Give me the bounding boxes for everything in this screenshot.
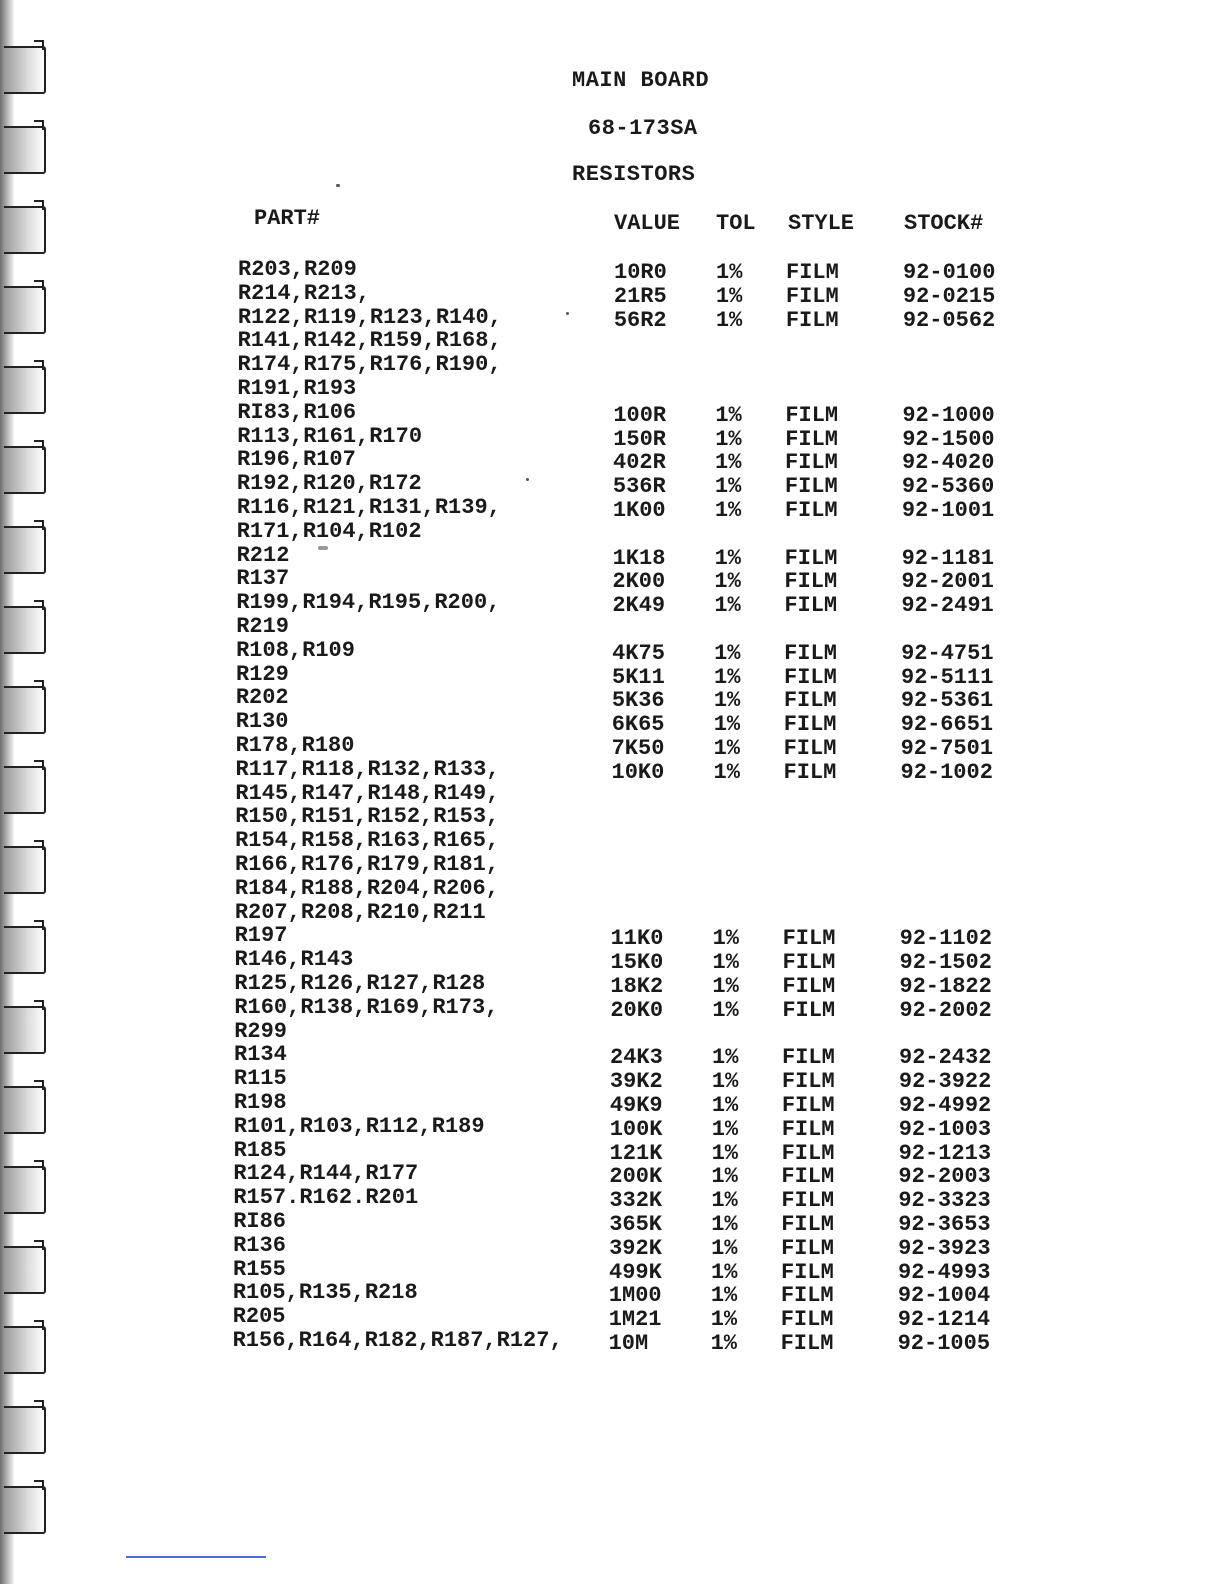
cell-stock: 92-0100: [903, 260, 996, 285]
table-row: [0, 1256, 1219, 1285]
cell-part: R156,R164,R182,R187,R127,: [232, 1328, 563, 1353]
cell-tol: 1%: [714, 664, 741, 690]
table-row: [0, 328, 1224, 352]
cell-part: R122,R119,R123,R140,: [237, 304, 502, 330]
cell-tol: 1%: [716, 260, 743, 285]
cell-tol: 1%: [712, 997, 739, 1023]
cell-stock: 92-1000: [902, 402, 995, 428]
cell-tol: 1%: [715, 402, 742, 428]
cell-part: R197: [234, 923, 288, 949]
cell-part: R115: [233, 1066, 287, 1092]
table-row: [0, 661, 1222, 690]
cell-stock: 92-4020: [902, 450, 995, 476]
table-row: [0, 1161, 1219, 1190]
cell-style: FILM: [780, 1307, 834, 1333]
table-row: [0, 1209, 1219, 1237]
cell-value: 392K: [609, 1235, 662, 1261]
cell-style: FILM: [784, 498, 838, 523]
cell-value: 5K11: [612, 664, 665, 690]
cell-stock: 92-6651: [900, 712, 994, 738]
column-header-tol: TOL: [716, 211, 756, 236]
cell-part: R171,R104,R102: [236, 518, 422, 544]
cell-tol: 1%: [714, 569, 741, 595]
table-row: [0, 376, 1223, 400]
table-row: [0, 590, 1222, 619]
cell-style: FILM: [784, 474, 838, 500]
cell-part: R212: [236, 542, 290, 568]
table-row: [0, 1232, 1219, 1261]
table-row: [0, 1328, 1219, 1356]
table-row: [0, 1304, 1219, 1333]
cell-value: 20K0: [610, 997, 664, 1023]
cell-style: FILM: [783, 688, 837, 714]
cell-stock: 92-5360: [901, 474, 995, 500]
table-row: [0, 542, 1223, 571]
cell-style: FILM: [782, 974, 836, 999]
cell-value: 200K: [609, 1164, 663, 1190]
cell-value: 49K9: [609, 1093, 663, 1118]
cell-value: 2K49: [612, 593, 666, 619]
cell-value: 11K0: [610, 926, 664, 952]
cell-style: FILM: [785, 426, 839, 452]
cell-style: FILM: [781, 1116, 835, 1142]
cell-value: 332K: [609, 1188, 663, 1214]
column-header-style: STYLE: [788, 211, 855, 236]
cell-value: 1M00: [608, 1283, 662, 1309]
cell-tol: 1%: [711, 1259, 738, 1285]
table-row: [0, 1042, 1220, 1071]
cell-part: R166,R176,R179,R181,: [235, 852, 500, 877]
cell-stock: 92-5361: [900, 688, 994, 714]
cell-stock: 92-2003: [898, 1164, 991, 1190]
cell-value: 2K00: [612, 569, 666, 595]
cell-part: R160,R138,R169,R173,: [234, 994, 499, 1020]
cell-tol: 1%: [711, 1069, 739, 1095]
cell-stock: 92-0215: [902, 283, 996, 309]
cell-style: FILM: [783, 736, 837, 761]
table-row: [0, 280, 1224, 309]
cell-value: 24K3: [610, 1045, 663, 1071]
cell-part: RI83,R106: [237, 399, 357, 425]
cell-value: 499K: [609, 1259, 662, 1285]
cell-stock: 92-1102: [899, 926, 993, 952]
cell-part: R214,R213,: [237, 280, 370, 306]
cell-part: R185: [233, 1137, 287, 1163]
cell-part: R101,R103,R112,R189: [233, 1113, 485, 1139]
cell-tol: 1%: [711, 1188, 738, 1214]
cell-value: 150R: [613, 426, 667, 452]
cell-style: FILM: [784, 569, 838, 595]
cell-stock: 92-1500: [902, 426, 995, 452]
cell-part: R129: [236, 661, 289, 687]
cell-value: 39K2: [609, 1069, 663, 1095]
cell-stock: 92-2432: [899, 1045, 992, 1071]
table-row: [0, 399, 1223, 428]
binding-ring: [4, 1486, 46, 1534]
cell-value: 7K50: [611, 736, 665, 761]
cell-style: FILM: [785, 283, 839, 309]
cell-tol: 1%: [715, 307, 743, 333]
cell-part: R154,R158,R163,R165,: [235, 828, 500, 854]
cell-part: R136: [233, 1232, 286, 1258]
cell-part: R124,R144,R177: [233, 1161, 419, 1187]
cell-style: FILM: [782, 926, 836, 952]
cell-tol: 1%: [711, 1093, 739, 1118]
cell-tol: 1%: [713, 736, 741, 761]
cell-part: R205: [232, 1304, 286, 1330]
cell-value: 5K36: [611, 688, 665, 714]
table-row: [0, 781, 1221, 805]
cell-stock: 92-4992: [898, 1093, 992, 1118]
table-row: [0, 614, 1222, 638]
cell-style: FILM: [783, 712, 837, 738]
cell-tol: 1%: [710, 1331, 738, 1356]
table-row: [0, 352, 1224, 376]
cell-style: FILM: [781, 1164, 835, 1190]
cell-part: R207,R208,R210,R211: [234, 899, 486, 925]
cell-value: 100R: [613, 402, 667, 428]
cell-tol: 1%: [715, 450, 742, 476]
cell-value: 4K75: [612, 640, 665, 666]
cell-value: 10M: [608, 1331, 649, 1356]
table-row: [0, 709, 1222, 738]
cell-value: 365K: [609, 1212, 663, 1237]
cell-part: R141,R142,R159,R168,: [237, 328, 502, 354]
table-row: [0, 852, 1221, 876]
cell-tol: 1%: [711, 1116, 739, 1142]
table-row: [0, 923, 1221, 952]
cell-tol: 1%: [715, 426, 742, 452]
cell-tol: 1%: [714, 498, 742, 523]
table-row: [0, 519, 1223, 543]
cell-value: 18K2: [610, 974, 664, 999]
table-row: [0, 994, 1220, 1023]
scan-speck: [526, 478, 529, 481]
cell-tol: 1%: [715, 283, 743, 309]
cell-part: R108,R109: [236, 637, 355, 663]
cell-part: R192,R120,R172: [236, 471, 422, 497]
cell-stock: 92-1181: [901, 545, 995, 571]
cell-part: R157.R162.R201: [233, 1185, 419, 1211]
cell-part: R196,R107: [237, 447, 356, 473]
cell-tol: 1%: [712, 950, 739, 976]
table-row: [0, 447, 1223, 476]
cell-style: FILM: [785, 307, 839, 333]
cell-style: FILM: [781, 1212, 835, 1237]
cell-part: R184,R188,R204,R206,: [234, 875, 499, 901]
cell-stock: 92-2001: [901, 569, 994, 595]
cell-style: FILM: [781, 1259, 834, 1285]
cell-style: FILM: [782, 997, 836, 1023]
cell-part: R203,R209: [238, 257, 357, 282]
cell-part: R202: [235, 685, 289, 711]
cell-style: FILM: [781, 1140, 835, 1166]
table-row: [0, 1185, 1219, 1214]
cell-part: R137: [236, 566, 290, 592]
cell-stock: 92-1003: [898, 1116, 992, 1142]
cell-value: 402R: [613, 450, 666, 476]
table-row: [0, 876, 1221, 900]
cell-part: R125,R126,R127,R128: [234, 971, 486, 996]
cell-value: 1M21: [608, 1307, 662, 1333]
cell-stock: 92-2491: [901, 593, 994, 619]
table-row: [0, 733, 1222, 761]
binding-ring: [4, 206, 46, 254]
cell-stock: 92-4751: [901, 640, 994, 666]
table-row: [0, 1280, 1219, 1309]
cell-tol: 1%: [713, 712, 741, 738]
cell-tol: 1%: [710, 1307, 738, 1333]
cell-stock: 92-1214: [897, 1307, 991, 1333]
cell-tol: 1%: [714, 474, 742, 500]
column-header-value: VALUE: [614, 211, 681, 236]
cell-part: R116,R121,R131,R139,: [236, 495, 501, 520]
cell-stock: 92-3323: [898, 1188, 991, 1214]
cell-value: 6K65: [611, 712, 665, 738]
cell-value: 536R: [612, 474, 666, 500]
table-row: [0, 1090, 1220, 1118]
board-number: 68-173SA: [588, 116, 698, 141]
cell-style: FILM: [785, 450, 838, 476]
cell-tol: 1%: [711, 1235, 738, 1261]
column-header-part: PART#: [254, 206, 321, 231]
binding-ring: [4, 1406, 46, 1454]
cell-stock: 92-1001: [901, 498, 995, 523]
scan-mark-line: [126, 1556, 266, 1558]
cell-stock: 92-0562: [902, 307, 996, 333]
cell-part: R174,R175,R176,R190,: [237, 352, 502, 378]
cell-stock: 92-1005: [897, 1331, 991, 1356]
cell-part: R150,R151,R152,R153,: [235, 804, 500, 830]
table-row: [0, 1113, 1220, 1142]
cell-part: R117,R118,R132,R133,: [235, 756, 500, 782]
cell-stock: 92-1502: [899, 950, 992, 976]
cell-part: R113,R161,R170: [237, 423, 423, 449]
cell-part: R219: [236, 614, 290, 639]
cell-style: FILM: [785, 402, 839, 428]
cell-tol: 1%: [711, 1140, 739, 1166]
table-row: [0, 1137, 1220, 1166]
cell-stock: 92-3653: [898, 1212, 991, 1237]
table-row: [0, 1019, 1220, 1043]
section-title: RESISTORS: [572, 162, 696, 187]
table-row: [0, 947, 1221, 976]
table-row: [0, 257, 1224, 285]
cell-style: FILM: [784, 640, 837, 666]
cell-part: R199,R194,R195,R200,: [236, 590, 501, 616]
cell-style: FILM: [781, 1188, 835, 1214]
cell-style: FILM: [782, 950, 836, 976]
cell-tol: 1%: [712, 974, 739, 999]
cell-stock: 92-3923: [898, 1235, 991, 1261]
cell-stock: 92-1213: [898, 1140, 992, 1166]
cell-tol: 1%: [711, 1212, 738, 1237]
cell-value: 1K00: [612, 498, 666, 523]
cell-tol: 1%: [713, 688, 741, 714]
cell-value: 10K0: [611, 759, 665, 785]
scan-speck: [318, 546, 328, 550]
cell-stock: 92-4993: [898, 1259, 991, 1285]
cell-part: R130: [235, 709, 289, 735]
table-row: [0, 637, 1222, 666]
table-row: [0, 804, 1221, 828]
cell-tol: 1%: [712, 1045, 739, 1071]
cell-tol: 1%: [712, 926, 740, 952]
cell-part: R146,R143: [234, 947, 354, 973]
cell-part: R198: [233, 1090, 287, 1115]
cell-value: 1K18: [612, 545, 666, 571]
table-row: [0, 971, 1220, 999]
cell-stock: 92-1822: [899, 974, 992, 999]
cell-value: 56R2: [613, 307, 667, 333]
cell-part: R105,R135,R218: [232, 1280, 418, 1306]
cell-tol: 1%: [710, 1283, 738, 1309]
cell-style: FILM: [784, 664, 837, 690]
cell-part: RI86: [233, 1209, 287, 1234]
cell-tol: 1%: [714, 640, 741, 666]
cell-value: 121K: [609, 1140, 663, 1166]
cell-stock: 92-2002: [899, 997, 992, 1023]
table-row: [0, 900, 1221, 924]
cell-style: FILM: [780, 1331, 834, 1356]
board-title: MAIN BOARD: [572, 68, 710, 93]
cell-tol: 1%: [714, 545, 742, 571]
cell-part: R145,R147,R148,R149,: [235, 780, 500, 806]
cell-part: R134: [234, 1042, 287, 1068]
cell-stock: 92-7501: [900, 736, 994, 761]
cell-tol: 1%: [714, 593, 741, 619]
cell-part: R155: [233, 1256, 286, 1282]
cell-part: R191,R193: [237, 376, 357, 401]
cell-value: 100K: [609, 1116, 663, 1142]
cell-part: R178,R180: [235, 733, 355, 758]
scan-speck: [336, 184, 340, 187]
table-row: [0, 566, 1222, 595]
cell-tol: 1%: [713, 759, 740, 785]
cell-stock: 92-1002: [900, 759, 993, 785]
table-row: [0, 471, 1223, 500]
table-row: [0, 685, 1222, 714]
cell-value: 10R0: [614, 260, 667, 285]
cell-style: FILM: [781, 1069, 835, 1095]
cell-style: FILM: [782, 1045, 835, 1071]
cell-style: FILM: [781, 1235, 834, 1261]
cell-style: FILM: [784, 593, 838, 619]
table-row: [0, 756, 1222, 785]
cell-stock: 92-5111: [901, 664, 994, 690]
cell-value: 21R5: [613, 283, 667, 309]
cell-value: 15K0: [610, 950, 664, 976]
cell-style: FILM: [786, 260, 839, 285]
cell-part: R299: [234, 1018, 288, 1044]
column-header-stock: STOCK#: [904, 211, 984, 236]
table-row: [0, 1066, 1220, 1095]
cell-style: FILM: [780, 1283, 834, 1309]
cell-style: FILM: [781, 1093, 835, 1118]
scan-speck: [566, 312, 569, 315]
table-row: [0, 423, 1223, 452]
table-row: [0, 495, 1223, 523]
cell-tol: 1%: [711, 1164, 738, 1190]
cell-stock: 92-3922: [898, 1069, 992, 1095]
table-row: [0, 828, 1221, 852]
cell-style: FILM: [783, 759, 837, 785]
cell-stock: 92-1004: [897, 1283, 991, 1309]
table-row: [0, 304, 1224, 333]
cell-style: FILM: [784, 545, 838, 571]
